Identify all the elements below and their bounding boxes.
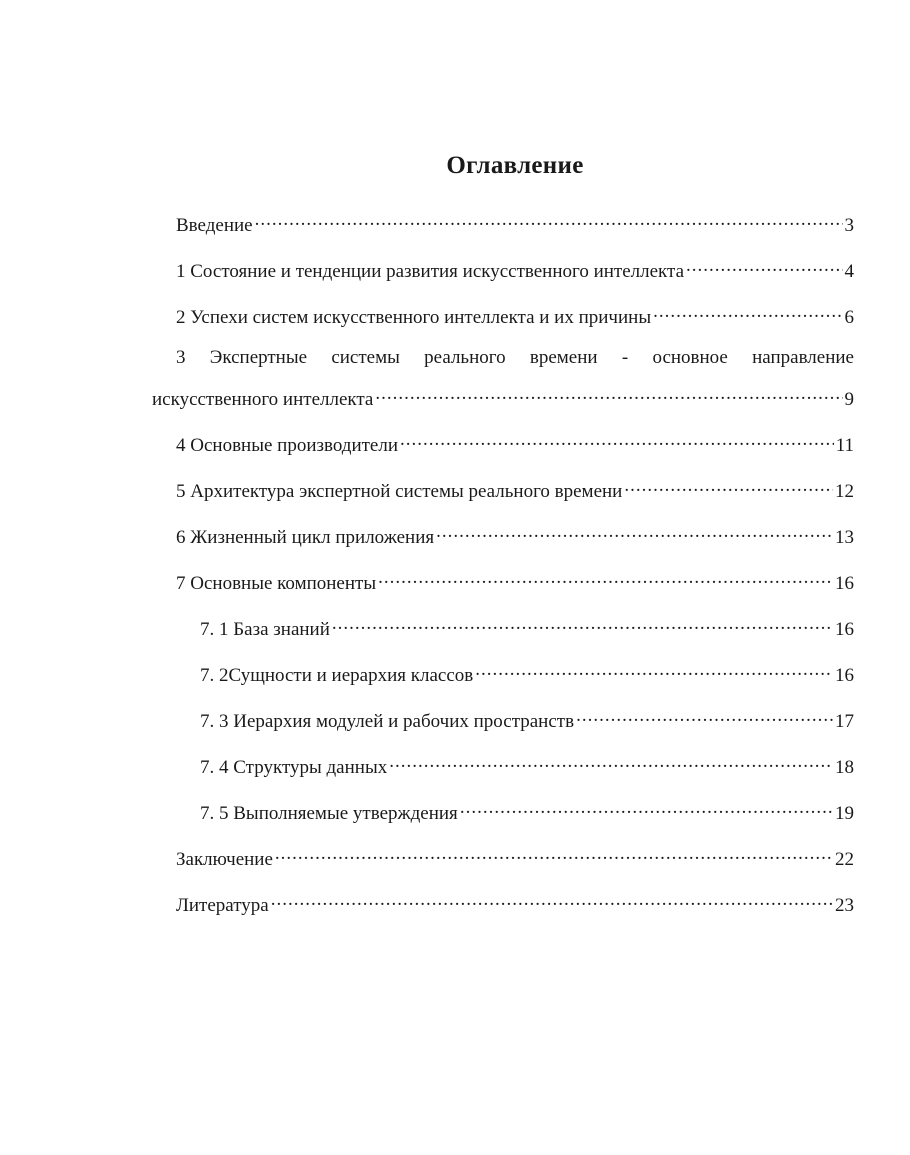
- toc-entry-section-7-5[interactable]: [152, 796, 854, 824]
- toc-entry-text: 4 Основные производители: [176, 435, 399, 456]
- toc-entry-text: 7. 2Сущности и иерархия классов: [200, 665, 474, 686]
- toc-page-number: 19: [835, 803, 854, 824]
- toc-entry-text-line-1: 3 Экспертные системы реального времени - основное направление: [176, 347, 854, 368]
- toc-entry-conclusion[interactable]: [152, 842, 854, 870]
- toc-entry-text: 7 Основные компоненты: [176, 573, 377, 594]
- page-title-text: Оглавление: [446, 152, 584, 179]
- toc-leader-dots: [576, 704, 833, 727]
- toc-entry-chapter-6[interactable]: [152, 520, 854, 548]
- toc-page-number: 16: [835, 573, 854, 594]
- toc-entry-section-7-2[interactable]: [152, 658, 854, 686]
- toc-page-number: 3: [844, 215, 854, 236]
- toc-page-number: 18: [835, 757, 854, 778]
- toc-entry-references[interactable]: [152, 888, 854, 916]
- toc-leader-dots: [332, 612, 833, 635]
- toc-leader-dots: [400, 428, 834, 451]
- toc-entry-text: 1 Состояние и тенденции развития искусственного интеллекта: [176, 261, 685, 282]
- toc-leader-dots: [624, 474, 833, 497]
- toc-page-number: 23: [835, 895, 854, 916]
- toc-entry-text: 6 Жизненный цикл приложения: [176, 527, 435, 548]
- toc-leader-dots: [475, 658, 833, 681]
- toc-entry-text: 7. 5 Выполняемые утверждения: [200, 803, 458, 824]
- toc-entry-text: Введение: [176, 215, 253, 236]
- toc-leader-dots: [375, 382, 842, 405]
- table-of-contents: [152, 208, 854, 934]
- toc-entry-line-2: [152, 382, 854, 410]
- toc-entry-text: Литература: [176, 895, 269, 916]
- toc-entry-section-7-3[interactable]: [152, 704, 854, 732]
- toc-leader-dots: [255, 208, 843, 231]
- toc-page-number: 22: [835, 849, 854, 870]
- toc-entry-chapter-3[interactable]: [152, 346, 854, 410]
- toc-entry-chapter-7[interactable]: [152, 566, 854, 594]
- toc-page-number: 13: [835, 527, 854, 548]
- toc-page-number: 17: [835, 711, 854, 732]
- toc-entry-introduction[interactable]: [152, 208, 854, 236]
- toc-entry-text: Заключение: [176, 849, 273, 870]
- toc-leader-dots: [436, 520, 833, 543]
- toc-leader-dots: [653, 300, 842, 323]
- toc-entry-text: 7. 3 Иерархия модулей и рабочих пространств: [200, 711, 575, 732]
- toc-entry-text-line-2: искусственного интеллекта: [152, 389, 374, 410]
- toc-page-number: 12: [835, 481, 854, 502]
- toc-entry-chapter-5[interactable]: [152, 474, 854, 502]
- toc-leader-dots: [389, 750, 833, 773]
- toc-page-number: 4: [844, 261, 854, 282]
- toc-page-number: 6: [844, 307, 854, 328]
- toc-leader-dots: [275, 842, 833, 865]
- toc-entry-section-7-1[interactable]: [152, 612, 854, 640]
- toc-entry-section-7-4[interactable]: [152, 750, 854, 778]
- toc-entry-chapter-2[interactable]: [152, 300, 854, 328]
- toc-leader-dots: [271, 888, 833, 911]
- page-title: [0, 152, 910, 180]
- toc-page-number: 16: [835, 665, 854, 686]
- toc-leader-dots: [686, 254, 842, 277]
- toc-entry-text: 5 Архитектура экспертной системы реального времени: [176, 481, 623, 502]
- toc-entry-text: 7. 4 Структуры данных: [200, 757, 388, 778]
- toc-page-number: 16: [835, 619, 854, 640]
- toc-entry-text: 2 Успехи систем искусственного интеллекта и их причины: [176, 307, 652, 328]
- toc-entry-chapter-1[interactable]: [152, 254, 854, 282]
- toc-entry-chapter-4[interactable]: [152, 428, 854, 456]
- toc-page-number: 9: [844, 389, 854, 410]
- toc-leader-dots: [460, 796, 833, 819]
- toc-entry-text: 7. 1 База знаний: [200, 619, 330, 640]
- toc-page-number: 11: [835, 435, 854, 456]
- toc-leader-dots: [378, 566, 833, 589]
